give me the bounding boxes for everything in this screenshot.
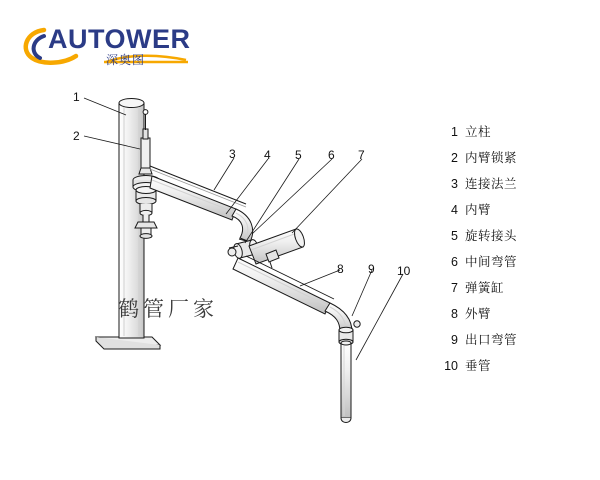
legend-item <box>438 330 588 356</box>
callout-7: 7 <box>358 148 365 162</box>
legend-item <box>438 356 588 382</box>
callout-8: 8 <box>337 262 344 276</box>
legend-label: 出口弯管 <box>465 332 518 347</box>
legend-label: 内臂锁紧 <box>465 150 518 165</box>
callout-3: 3 <box>229 147 236 161</box>
legend-label: 立柱 <box>465 124 492 139</box>
callout-4: 4 <box>264 148 271 162</box>
legend-item <box>438 304 588 330</box>
legend-number: 4 <box>451 203 458 217</box>
callout-2: 2 <box>73 129 80 143</box>
legend-number: 10 <box>444 359 458 373</box>
part-drop-pipe <box>341 341 351 423</box>
legend-item <box>438 200 588 226</box>
logo-sub-text: 深奥图 <box>106 53 146 67</box>
legend-number: 8 <box>451 307 458 321</box>
legend-item <box>438 252 588 278</box>
callout-1: 1 <box>73 90 80 104</box>
legend-number: 1 <box>451 125 458 139</box>
legend-item <box>438 122 588 148</box>
legend-label: 垂管 <box>465 358 492 373</box>
callout-5: 5 <box>295 148 302 162</box>
callout-6: 6 <box>328 148 335 162</box>
legend-item <box>438 226 588 252</box>
legend-list <box>438 122 588 382</box>
legend-item <box>438 148 588 174</box>
legend-number: 5 <box>451 229 458 243</box>
callout-9: 9 <box>368 262 375 276</box>
legend-label: 旋转接头 <box>465 228 518 243</box>
loading-arm-drawing <box>0 70 430 450</box>
part-outer-arm <box>233 256 334 314</box>
legend-item <box>438 278 588 304</box>
diagram-caption: 鹤管厂家 <box>118 297 218 321</box>
legend-number: 9 <box>451 333 458 347</box>
callout-10: 10 <box>397 264 411 278</box>
legend-label: 连接法兰 <box>465 176 518 191</box>
legend-label: 内臂 <box>465 202 492 217</box>
legend-number: 3 <box>451 177 458 191</box>
legend-item <box>438 174 588 200</box>
part-inner-arm <box>150 166 246 220</box>
company-logo <box>18 20 191 68</box>
logo-brand-text: AUTOWER <box>48 24 191 54</box>
legend-number: 6 <box>451 255 458 269</box>
legend-label: 弹簧缸 <box>465 280 505 295</box>
part-middle-elbow <box>232 209 253 242</box>
legend-label: 中间弯管 <box>465 254 518 269</box>
legend-label: 外臂 <box>465 306 492 321</box>
legend-number: 7 <box>451 281 458 295</box>
legend-number: 2 <box>451 151 458 165</box>
